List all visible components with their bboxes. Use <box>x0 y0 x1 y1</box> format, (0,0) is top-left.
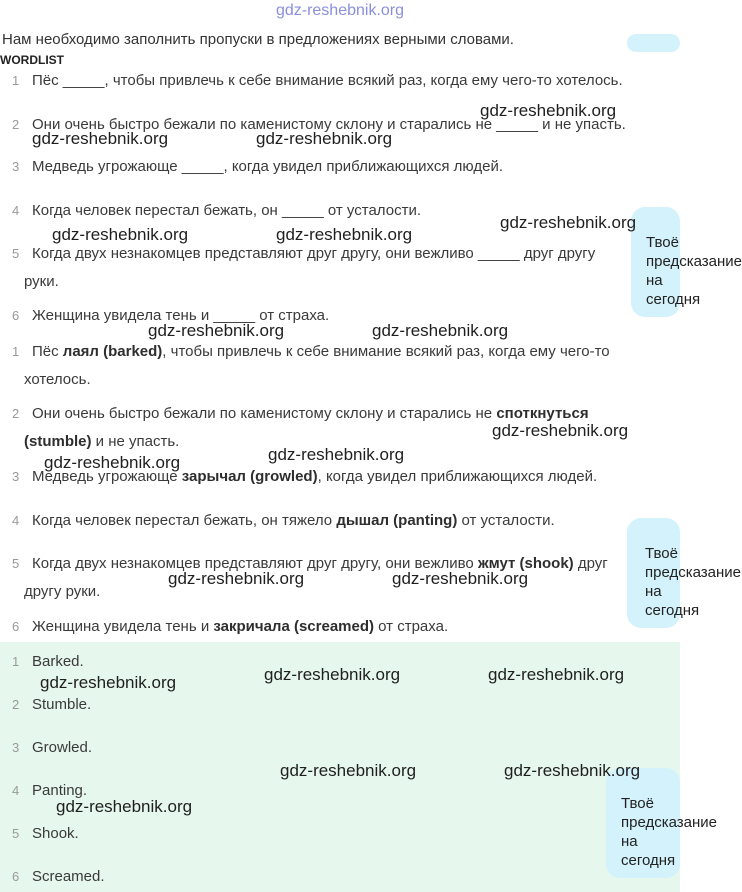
item-number: 4 <box>12 203 20 218</box>
item-number: 3 <box>12 159 20 174</box>
watermark: gdz-reshebnik.org <box>504 761 641 780</box>
watermark: gdz-reshebnik.org <box>148 321 285 340</box>
bubble-text: Твоё <box>621 795 654 812</box>
watermark: gdz-reshebnik.org <box>56 797 193 816</box>
answer-word: споткнуться <box>496 405 589 422</box>
answer-word: жмут (shook) <box>477 555 574 572</box>
watermark: gdz-reshebnik.org <box>392 569 529 588</box>
watermark: gdz-reshebnik.org <box>40 673 177 692</box>
sentence-continuation: (stumble) и не упасть. <box>24 433 180 450</box>
item-number: 6 <box>12 869 20 884</box>
sentence: Они очень быстро бежали по каменистому склону и старались не споткнуться <box>32 405 589 422</box>
answer: Panting. <box>32 782 88 799</box>
watermark: gdz-reshebnik.org <box>268 445 405 464</box>
sentence: Когда двух незнакомцев представляют друг другу, они вежливо жмут (shook) друг <box>32 555 608 572</box>
item-number: 6 <box>12 308 20 323</box>
answer: Shook. <box>32 825 79 842</box>
item-number: 1 <box>12 73 20 88</box>
sentence-continuation: руки. <box>24 273 59 290</box>
bubble-text: предсказание <box>646 253 742 270</box>
bubble-text: на сегодня <box>621 833 676 869</box>
answer: Growled. <box>32 739 93 756</box>
answer-word: закричала (screamed) <box>213 618 374 635</box>
answer: Stumble. <box>32 696 92 713</box>
item-number: 3 <box>12 740 20 755</box>
item-number: 5 <box>12 246 20 261</box>
answer-word: дышал (panting) <box>336 512 458 529</box>
prediction-bubble[interactable] <box>627 518 742 628</box>
item-number: 1 <box>12 344 20 359</box>
item-number: 3 <box>12 469 20 484</box>
sentence: Когда человек перестал бежать, он _____ от усталости. <box>32 202 421 219</box>
watermark: gdz-reshebnik.org <box>492 421 629 440</box>
sentence: Когда человек перестал бежать, он тяжело дышал (panting) от усталости. <box>32 512 555 529</box>
bubble-text: предсказание <box>645 564 742 581</box>
bubble-text: Твоё <box>645 545 678 562</box>
watermark: gdz-reshebnik.org <box>256 129 393 148</box>
watermark: gdz-reshebnik.org <box>480 101 617 120</box>
item-number: 4 <box>12 783 20 798</box>
item-number: 5 <box>12 556 20 571</box>
item-number: 2 <box>12 117 20 132</box>
bubble-text: предсказание <box>621 814 718 831</box>
watermark: gdz-reshebnik.org <box>276 225 413 244</box>
sentence: Когда двух незнакомцев представляют друг другу, они вежливо _____ друг другу <box>32 245 596 262</box>
item-number: 1 <box>12 654 20 669</box>
prediction-bubble[interactable] <box>606 768 718 878</box>
item-number: 4 <box>12 513 20 528</box>
sentence: Они очень быстро бежали по каменистому склону и старались не _____ и не упасть. <box>32 116 626 133</box>
cut-heading: WORDLIST <box>0 53 64 67</box>
sentence: Пёс _____, чтобы привлечь к себе внимание всякий раз, когда ему чего-то хотелось. <box>32 72 623 89</box>
prediction-bubble[interactable] <box>627 34 680 52</box>
sentence: Пёс лаял (barked), чтобы привлечь к себе внимание всякий раз, когда ему чего-то <box>32 343 610 360</box>
sentence-continuation: другу руки. <box>24 583 101 600</box>
item-number: 2 <box>12 697 20 712</box>
task-intro: Нам необходимо заполнить пропуски в предложениях верными словами. <box>2 31 514 48</box>
watermark: gdz-reshebnik.org <box>32 129 169 148</box>
item-number: 2 <box>12 406 20 421</box>
watermark: gdz-reshebnik.org <box>488 665 625 684</box>
sentence: Медведь угрожающе зарычал (growled), когда увидел приближающихся людей. <box>32 468 598 485</box>
item-number: 5 <box>12 826 20 841</box>
site-url[interactable]: gdz-reshebnik.org <box>275 2 405 19</box>
sentence: Женщина увидела тень и закричала (screamed) от страха. <box>32 618 449 635</box>
watermark: gdz-reshebnik.org <box>52 225 189 244</box>
watermark: gdz-reshebnik.org <box>500 213 637 232</box>
watermark: gdz-reshebnik.org <box>264 665 401 684</box>
watermark: gdz-reshebnik.org <box>372 321 509 340</box>
sentence-continuation: хотелось. <box>24 371 91 388</box>
answer: Barked. <box>32 653 84 670</box>
prediction-bubble[interactable] <box>631 207 742 317</box>
answer-word: лаял (barked) <box>62 343 163 360</box>
answer-word: зарычал (growled) <box>181 468 318 485</box>
watermark: gdz-reshebnik.org <box>44 453 181 472</box>
bubble-text: на сегодня <box>646 272 701 308</box>
item-number: 6 <box>12 619 20 634</box>
watermark: gdz-reshebnik.org <box>280 761 417 780</box>
watermark: gdz-reshebnik.org <box>168 569 305 588</box>
answer: Screamed. <box>32 868 105 885</box>
bubble-text: на сегодня <box>645 583 700 619</box>
sentence: Медведь угрожающе _____, когда увидел приближающихся людей. <box>32 158 503 175</box>
bubble-text: Твоё <box>646 234 679 251</box>
answer-word: (stumble) <box>24 433 92 450</box>
sentence: Женщина увидела тень и _____ от страха. <box>32 307 330 324</box>
